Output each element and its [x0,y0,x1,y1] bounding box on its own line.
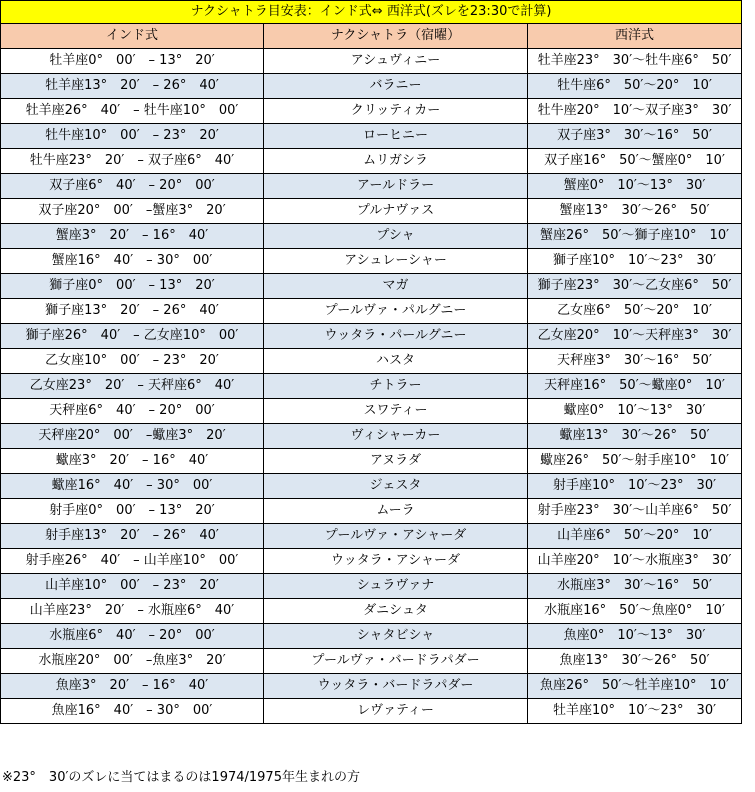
western-range-cell: 蟹座0° 10′～13° 30′ [528,174,742,199]
footnote: ※23° 30′のズレに当てはまるのは1974/1975年生まれの方 [2,770,360,785]
western-range-cell: 双子座16° 50′～蟹座0° 10′ [528,149,742,174]
western-range-cell: 山羊座20° 10′～水瓶座3° 30′ [528,549,742,574]
nakshatra-name-cell: マガ [264,274,528,299]
indian-range-cell: 蠍座16° 40′ – 30° 00′ [1,474,264,499]
nakshatra-name-cell: プールヴァ・アシャーダ [264,524,528,549]
table-row [1,699,742,724]
header-western: 西洋式 [528,24,742,49]
indian-range-cell: 獅子座13° 20′ – 26° 40′ [1,299,264,324]
nakshatra-name-cell: ウッタラ・パールグニー [264,324,528,349]
table-row [1,399,742,424]
table-row [1,374,742,399]
table-row [1,474,742,499]
indian-range-cell: 天秤座20° 00′ –蠍座3° 20′ [1,424,264,449]
nakshatra-name-cell: バラニー [264,74,528,99]
western-range-cell: 牡牛座6° 50′～20° 10′ [528,74,742,99]
indian-range-cell: 射手座13° 20′ – 26° 40′ [1,524,264,549]
table-row [1,599,742,624]
indian-range-cell: 双子座20° 00′ –蟹座3° 20′ [1,199,264,224]
western-range-cell: 乙女座6° 50′～20° 10′ [528,299,742,324]
nakshatra-name-cell: プールヴァ・パルグニー [264,299,528,324]
table-row [1,299,742,324]
western-range-cell: 水瓶座16° 50′～魚座0° 10′ [528,599,742,624]
nakshatra-name-cell: ウッタラ・バードラパダー [264,674,528,699]
nakshatra-name-cell: レヴァティー [264,699,528,724]
table-row [1,649,742,674]
table-title: ナクシャトラ目安表：インド式⇔ 西洋式(ズレを23:30で計算) [1,1,742,24]
western-range-cell: 牡羊座23° 30′～牡牛座6° 50′ [528,49,742,74]
western-range-cell: 魚座26° 50′～牡羊座10° 10′ [528,674,742,699]
table-row [1,149,742,174]
header-row [1,24,742,49]
western-range-cell: 蟹座13° 30′～26° 50′ [528,199,742,224]
title-row [1,1,742,24]
indian-range-cell: 獅子座26° 40′ – 乙女座10° 00′ [1,324,264,349]
nakshatra-name-cell: チトラー [264,374,528,399]
western-range-cell: 獅子座10° 10′～23° 30′ [528,249,742,274]
nakshatra-name-cell: ローヒニー [264,124,528,149]
table-row [1,174,742,199]
table-row [1,674,742,699]
nakshatra-name-cell: プルナヴァス [264,199,528,224]
table-row [1,224,742,249]
western-range-cell: 獅子座23° 30′～乙女座6° 50′ [528,274,742,299]
nakshatra-name-cell: ジェスタ [264,474,528,499]
western-range-cell: 牡羊座10° 10′～23° 30′ [528,699,742,724]
nakshatra-name-cell: ムリガシラ [264,149,528,174]
indian-range-cell: 蟹座3° 20′ – 16° 40′ [1,224,264,249]
table-row [1,99,742,124]
western-range-cell: 射手座10° 10′～23° 30′ [528,474,742,499]
header-indian: インド式 [1,24,264,49]
table-row [1,199,742,224]
table-row [1,524,742,549]
table-row [1,499,742,524]
indian-range-cell: 山羊座23° 20′ – 水瓶座6° 40′ [1,599,264,624]
nakshatra-name-cell: ダニシュタ [264,599,528,624]
nakshatra-name-cell: アシュヴィニー [264,49,528,74]
indian-range-cell: 牡牛座10° 00′ – 23° 20′ [1,124,264,149]
table-row [1,424,742,449]
western-range-cell: 魚座0° 10′～13° 30′ [528,624,742,649]
table-row [1,624,742,649]
nakshatra-name-cell: シャタビシャ [264,624,528,649]
western-range-cell: 蠍座0° 10′～13° 30′ [528,399,742,424]
indian-range-cell: 乙女座23° 20′ – 天秤座6° 40′ [1,374,264,399]
western-range-cell: 魚座13° 30′～26° 50′ [528,649,742,674]
indian-range-cell: 射手座0° 00′ – 13° 20′ [1,499,264,524]
western-range-cell: 天秤座3° 30′～16° 50′ [528,349,742,374]
table-row [1,49,742,74]
western-range-cell: 双子座3° 30′～16° 50′ [528,124,742,149]
indian-range-cell: 天秤座6° 40′ – 20° 00′ [1,399,264,424]
table-body [1,49,742,724]
nakshatra-name-cell: プシャ [264,224,528,249]
western-range-cell: 蠍座13° 30′～26° 50′ [528,424,742,449]
indian-range-cell: 蠍座3° 20′ – 16° 40′ [1,449,264,474]
western-range-cell: 乙女座20° 10′～天秤座3° 30′ [528,324,742,349]
indian-range-cell: 牡羊座13° 20′ – 26° 40′ [1,74,264,99]
table-row [1,74,742,99]
indian-range-cell: 牡牛座23° 20′ – 双子座6° 40′ [1,149,264,174]
western-range-cell: 牡牛座20° 10′～双子座3° 30′ [528,99,742,124]
table-row [1,449,742,474]
nakshatra-name-cell: シュラヴァナ [264,574,528,599]
indian-range-cell: 魚座16° 40′ – 30° 00′ [1,699,264,724]
indian-range-cell: 水瓶座20° 00′ –魚座3° 20′ [1,649,264,674]
nakshatra-name-cell: ムーラ [264,499,528,524]
indian-range-cell: 射手座26° 40′ – 山羊座10° 00′ [1,549,264,574]
western-range-cell: 天秤座16° 50′～蠍座0° 10′ [528,374,742,399]
western-range-cell: 蟹座26° 50′～獅子座10° 10′ [528,224,742,249]
indian-range-cell: 水瓶座6° 40′ – 20° 00′ [1,624,264,649]
table-row [1,249,742,274]
nakshatra-name-cell: ウッタラ・アシャーダ [264,549,528,574]
table-row [1,274,742,299]
indian-range-cell: 山羊座10° 00′ – 23° 20′ [1,574,264,599]
nakshatra-name-cell: アシュレーシャー [264,249,528,274]
indian-range-cell: 獅子座0° 00′ – 13° 20′ [1,274,264,299]
table-row [1,549,742,574]
nakshatra-name-cell: プールヴァ・バードラパダー [264,649,528,674]
indian-range-cell: 魚座3° 20′ – 16° 40′ [1,674,264,699]
nakshatra-name-cell: クリッティカー [264,99,528,124]
nakshatra-name-cell: アールドラー [264,174,528,199]
nakshatra-name-cell: ハスタ [264,349,528,374]
table-row [1,324,742,349]
western-range-cell: 山羊座6° 50′～20° 10′ [528,524,742,549]
nakshatra-name-cell: アヌラダ [264,449,528,474]
table-row [1,574,742,599]
western-range-cell: 射手座23° 30′～山羊座6° 50′ [528,499,742,524]
nakshatra-name-cell: ヴィシャーカー [264,424,528,449]
western-range-cell: 蠍座26° 50′～射手座10° 10′ [528,449,742,474]
indian-range-cell: 牡羊座26° 40′ – 牡牛座10° 00′ [1,99,264,124]
indian-range-cell: 蟹座16° 40′ – 30° 00′ [1,249,264,274]
table-row [1,349,742,374]
indian-range-cell: 牡羊座0° 00′ – 13° 20′ [1,49,264,74]
indian-range-cell: 乙女座10° 00′ – 23° 20′ [1,349,264,374]
table-row [1,124,742,149]
indian-range-cell: 双子座6° 40′ – 20° 00′ [1,174,264,199]
nakshatra-name-cell: スワティー [264,399,528,424]
header-nakshatra: ナクシャトラ（宿曜） [264,24,528,49]
western-range-cell: 水瓶座3° 30′～16° 50′ [528,574,742,599]
